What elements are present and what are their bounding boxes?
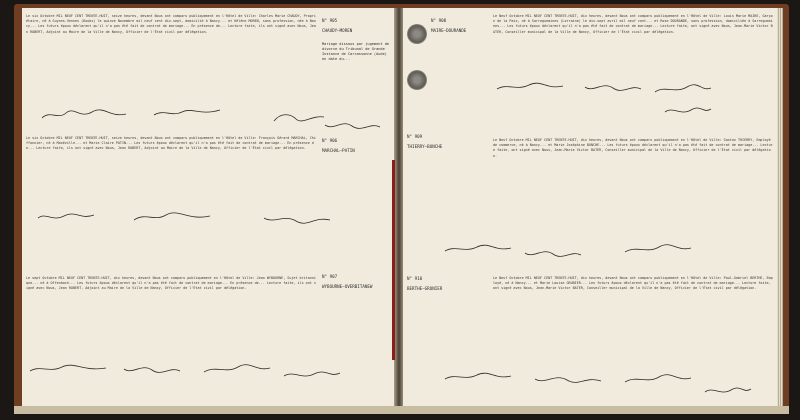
- signature: [653, 80, 713, 92]
- page-stack-edge: [777, 8, 783, 406]
- entry-names: MAIRE—DOURANDE: [431, 28, 467, 33]
- entry-text: Le sept Octobre MIL NEUF CENT TRENTE-HUIT, dix heures, devant Nous ont comparu publiquement en l'Hôtel de Ville: Jean WYBOURNE, Sujet britannique... né à Offenbach... Les futurs époux déclarent qu'il n'a pas été fait de contrat de mariage... En présence de... Lecture faite, ils ont signé avec Nous, Jean ROBERT, Adjoint au Maire de la Ville de Nancy, Officier de l'État civil par délégation.: [26, 276, 316, 291]
- entry-number: N° 905: [322, 18, 338, 23]
- entry-names: CHAUDY—MOREN: [322, 28, 353, 33]
- right-page: [403, 8, 783, 406]
- margin-annotation: Mariage dissous par jugement de divorce du Tribunal de Grande Instance de Carcassonne (Aude) en date du...: [322, 42, 392, 61]
- signature: [132, 208, 212, 220]
- signature: [202, 360, 272, 372]
- signature: [122, 360, 182, 372]
- signature: [495, 78, 565, 90]
- signature: [443, 368, 513, 380]
- signature: [36, 208, 96, 220]
- entry-names: BERTHE—GRUNIER: [407, 286, 443, 291]
- signature: [262, 210, 332, 222]
- signature: [523, 244, 583, 256]
- signature: [623, 370, 693, 382]
- entry-number: N° 910: [407, 276, 423, 281]
- entry-number: N° 906: [322, 138, 338, 143]
- signature: [322, 116, 382, 128]
- seal-stamp: [407, 24, 427, 44]
- entry-text: Le six Octobre MIL NEUF CENT TRENTE-HUIT, seize heures, devant Nous ont comparu publiquement en l'Hôtel de Ville: Charles Marie CHAUDY, Propriétaire, né à Guyans-Vennes (Doubs) le quinze Novembre mil neuf cent dix-sept, domicilié à Nancy... et Hélène MOREN, sans profession, née à Nancy... Les futurs époux déclarent qu'il n'a pas été fait de contrat de mariage... En présence de... Lecture faite, ils ont signé avec Nous, Jean ROBERT, Adjoint au Maire de la Ville de Nancy, Officier de l'État civil par délégation.: [26, 14, 316, 34]
- entry-text: Le six Octobre MIL NEUF CENT TRENTE-HUIT, seize heures, devant Nous ont comparu publiquement en l'Hôtel de Ville: François Gérard MARCHAL, Chiffonnier, né à Maxéville... et Marie Claire PATIN... Les futurs époux déclarent qu'il n'a pas été fait de contrat de mariage... En présence de... Lecture faite, ils ont signé avec Nous, Jean ROBERT, Adjoint au Maire de la Ville de Nancy, Officier de l'État civil par délégation.: [26, 136, 316, 151]
- bookmark-ribbon: [392, 160, 395, 360]
- entry-names: MARCHAL—PATIN: [322, 148, 355, 153]
- entry-text: Le Neuf Octobre MIL NEUF CENT TRENTE-HUIT, dix heures, devant Nous ont comparu publiquement en l'Hôtel de Ville: Paul-Gabriel BERTHE, Employé, né à Nancy... et Marie Louise GRUNIER... Les futurs époux déclarent qu'il n'a pas été fait de contrat de mariage... Lecture faite, ont signé avec Nous, Jean-Marie Victor BATER, Conseiller municipal de la Ville de Nancy, Officier de l'État civil par délégation.: [493, 276, 773, 291]
- signature: [583, 78, 643, 90]
- signature: [40, 106, 130, 118]
- signature: [663, 102, 713, 114]
- signature: [28, 360, 108, 372]
- entry-number: N° 909: [407, 134, 423, 139]
- entry-number: N° 907: [322, 274, 338, 279]
- entry-number: N° 908: [431, 18, 447, 23]
- entry-text: Le Neuf Octobre MIL NEUF CENT TRENTE-HUIT, dix heures, devant Nous ont comparu publiquement en l'Hôtel de Ville: Louis Marie MAIRE, Garçon de la Paix, né à Sarreguemines (Lorraine) le dix-sept avril mil neuf cent... et Rose DOURANDE, sans profession, domiciliée à Sarreguemines... Les futurs époux déclarent qu'il n'a pas été fait de contrat de mariage... Lecture faite, ont signé avec Nous, Jean-Marie Victor BATER, Conseiller municipal de la Ville de Nancy, Officier de l'État civil par délégation.: [493, 14, 773, 34]
- signature: [152, 104, 222, 116]
- entry-names: THIERRY—BUNCHE: [407, 144, 443, 149]
- signature: [443, 240, 513, 252]
- seal-stamp: [407, 70, 427, 90]
- page-edge: [14, 406, 789, 414]
- signature: [272, 108, 327, 120]
- signature: [533, 370, 603, 382]
- entry-text: Le Neuf Octobre MIL NEUF CENT TRENTE-HUIT, dix heures, devant Nous ont comparu publiquement en l'Hôtel de Ville: Gaston THIERRY, Employé de commerce, né à Nancy... et Marie Joséphine BUNCHE... Les futurs époux déclarent qu'il n'a pas été fait de contrat de mariage... Lecture faite, ont signé avec Nous, Jean-Marie Victor BATER, Conseiller municipal de la Ville de Nancy, Officier de l'État civil par délégation.: [493, 138, 773, 158]
- entry-names: WYBOURNE—OVERBITANEW: [322, 284, 373, 289]
- left-page: [22, 8, 395, 406]
- signature: [703, 382, 753, 394]
- signature: [623, 240, 693, 252]
- signature: [282, 366, 342, 378]
